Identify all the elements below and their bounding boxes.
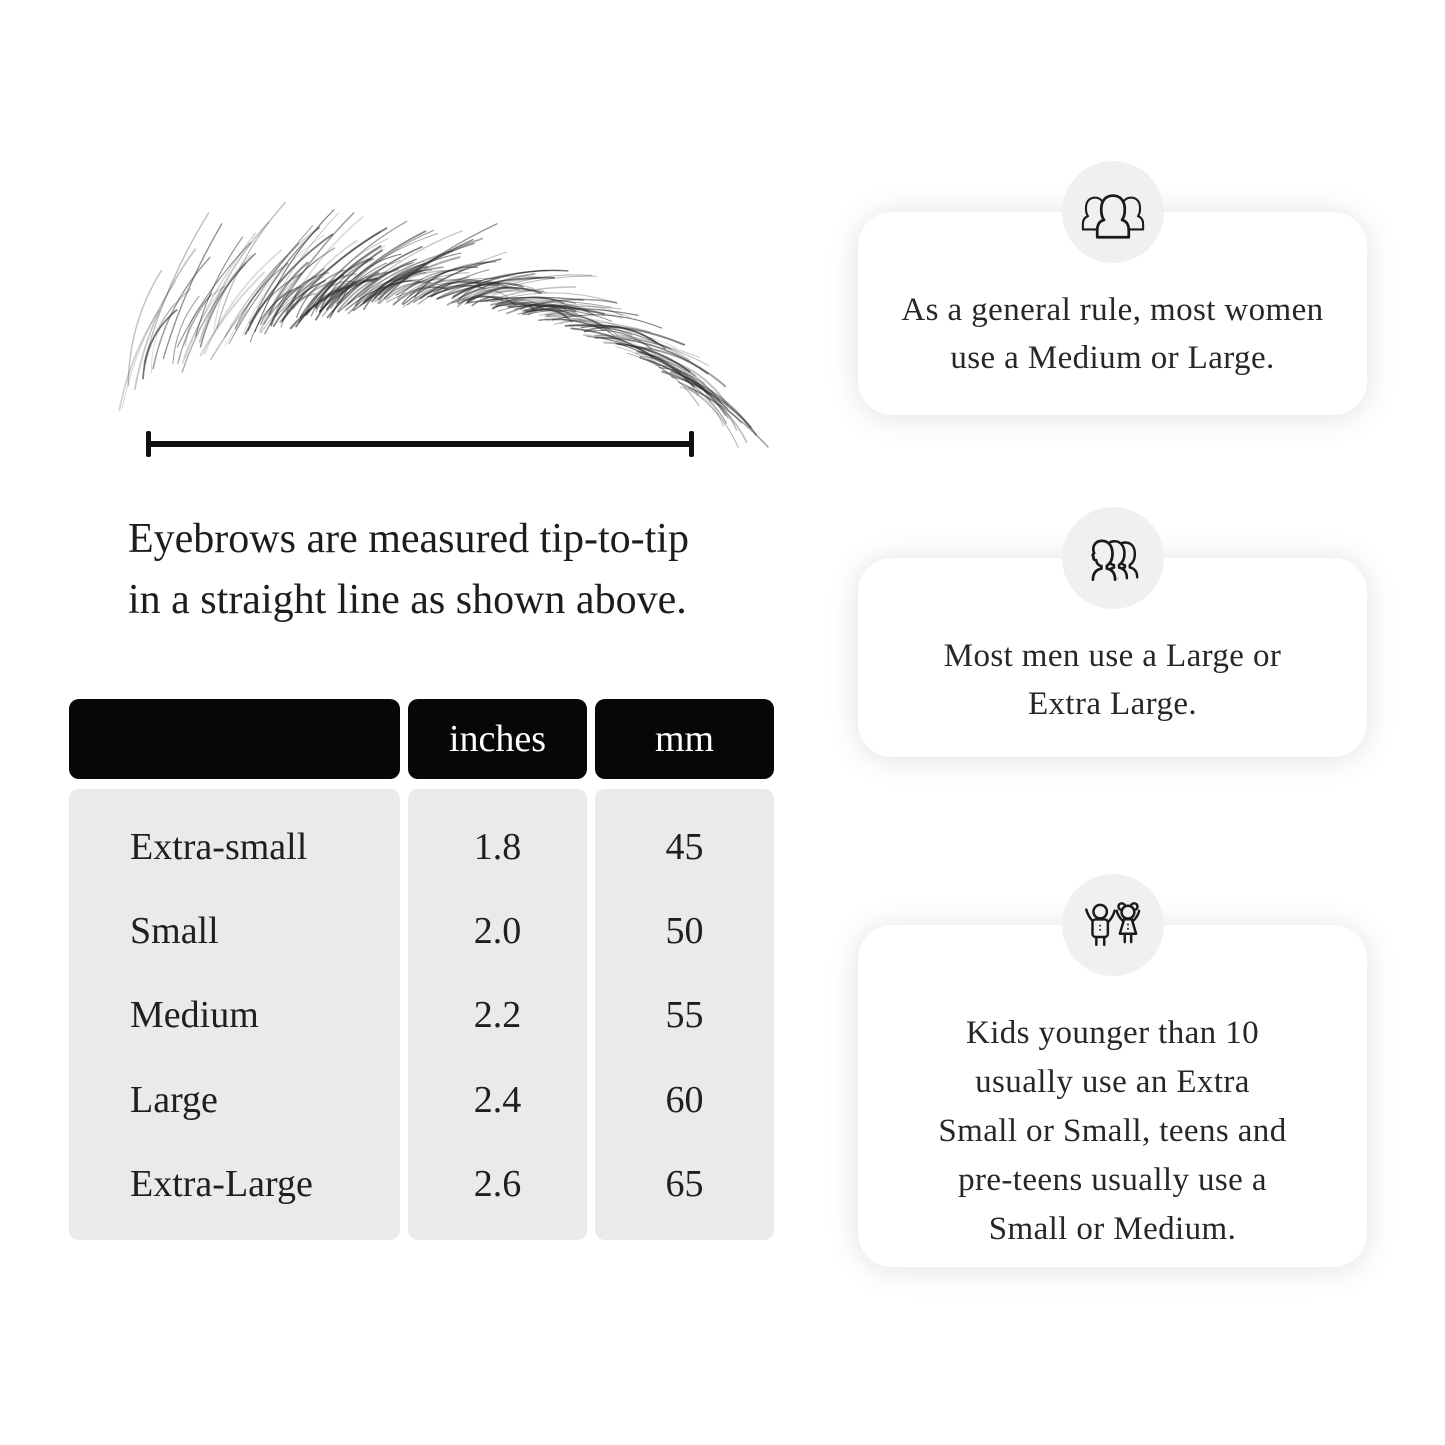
card-line: Small or Medium. [988,1211,1237,1247]
size-table-header [69,699,774,779]
row-inches: 2.6 [473,1162,522,1205]
row-label: Extra-Large [130,1162,313,1205]
size-table-body [69,789,774,1240]
eyebrow-sketch [103,238,718,418]
measurement-line-right-cap [689,431,694,457]
table-header-mm: mm [595,699,774,779]
row-mm: 50 [665,910,704,953]
men-group-icon [1080,533,1146,583]
row-mm: 65 [665,1162,704,1205]
info-card-kids [858,925,1367,1267]
row-label: Medium [130,994,259,1037]
measurement-line [146,431,694,457]
caption-line-1: Eyebrows are measured tip-to-tip [128,516,689,562]
card-line: pre-teens usually use a [958,1162,1267,1198]
row-inches: 2.2 [473,994,522,1037]
card-line: Small or Small, teens and [938,1113,1287,1149]
measurement-line-bar [148,441,692,447]
row-inches: 2.0 [473,910,522,953]
card-line: usually use an Extra [975,1064,1250,1100]
table-header-inches: inches [408,699,587,779]
kids-icon-circle [1062,874,1164,976]
card-line: Extra Large. [1027,686,1198,722]
women-group-icon [1080,185,1146,239]
card-line: As a general rule, most women [901,292,1324,328]
table-header-blank [69,699,400,779]
row-label: Small [130,910,219,953]
caption-line-2: in a straight line as shown above. [128,577,687,623]
women-icon-circle [1062,161,1164,263]
row-inches: 1.8 [473,826,522,869]
card-line: Kids younger than 10 [965,1015,1260,1051]
measurement-caption [128,509,728,631]
row-mm: 60 [665,1078,704,1121]
row-mm: 55 [665,994,704,1037]
row-inches: 2.4 [473,1078,522,1121]
row-label: Extra-small [130,826,308,869]
card-line: use a Medium or Large. [950,340,1275,376]
card-line: Most men use a Large or [943,638,1282,674]
size-table [69,699,774,1240]
info-card-women [858,212,1367,415]
row-mm: 45 [665,826,704,869]
kids-icon [1082,900,1144,950]
men-icon-circle [1062,507,1164,609]
row-label: Large [130,1078,218,1121]
info-card-men [858,558,1367,757]
